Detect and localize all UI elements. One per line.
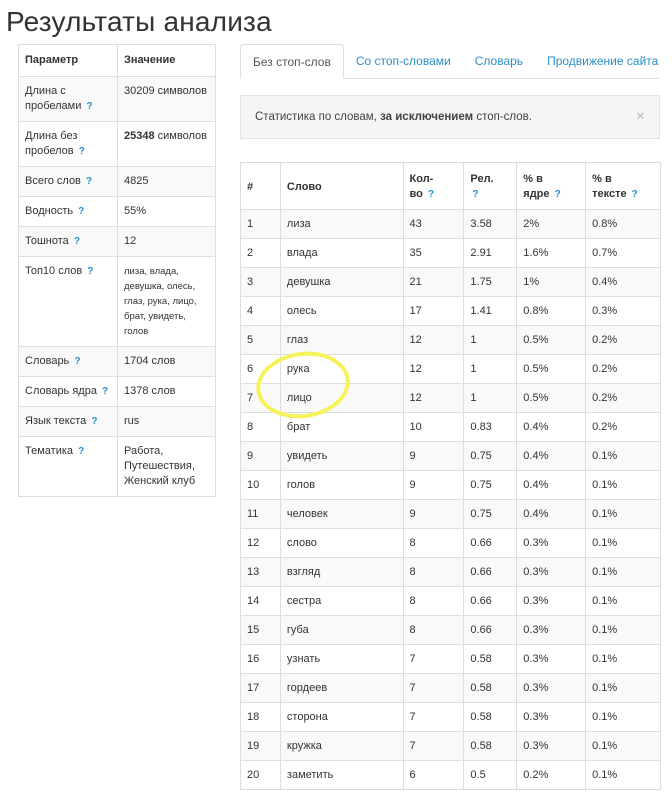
table-row: [241, 616, 661, 645]
row-text: 0.1%: [586, 471, 661, 500]
table-row: [241, 674, 661, 703]
row-word: взгляд: [280, 558, 403, 587]
header-count: Кол- во ?: [403, 163, 464, 210]
params-row: [19, 437, 216, 497]
table-row: [241, 645, 661, 674]
help-icon[interactable]: ?: [87, 266, 94, 277]
row-core: 0.4%: [517, 413, 586, 442]
table-row: [241, 355, 661, 384]
row-rel: 0.66: [464, 529, 517, 558]
row-text: 0.2%: [586, 413, 661, 442]
row-rel: 0.58: [464, 674, 517, 703]
params-row: [19, 197, 216, 227]
param-label: [19, 197, 118, 227]
param-label: [19, 227, 118, 257]
row-num: 19: [241, 732, 281, 761]
row-word: губа: [280, 616, 403, 645]
row-count: 7: [403, 645, 464, 674]
tabs-bar: [240, 44, 660, 79]
param-value-text: 30209 символов: [124, 85, 207, 97]
row-text: 0.1%: [586, 703, 661, 732]
row-num: 3: [241, 268, 281, 297]
row-text: 0.1%: [586, 587, 661, 616]
row-count: 12: [403, 384, 464, 413]
header-num: #: [241, 163, 281, 210]
param-value: [118, 347, 216, 377]
row-count: 6: [403, 761, 464, 790]
help-icon[interactable]: ?: [85, 176, 93, 187]
row-text: 0.7%: [586, 239, 661, 268]
tab-site-promotion[interactable]: Продвижение сайта: [547, 54, 659, 68]
row-word: сестра: [280, 587, 403, 616]
row-core: 0.5%: [517, 384, 586, 413]
params-header-value: Значение: [118, 45, 216, 77]
params-row: [19, 257, 216, 347]
table-row: [241, 326, 661, 355]
row-num: 1: [241, 210, 281, 239]
row-count: 9: [403, 500, 464, 529]
params-row: [19, 122, 216, 167]
param-value-text: 12: [124, 235, 137, 247]
param-label-text: Словарь ядра: [25, 385, 97, 397]
table-row: [241, 703, 661, 732]
help-icon[interactable]: ?: [73, 236, 80, 247]
help-icon[interactable]: ?: [78, 206, 85, 217]
param-label: [19, 377, 118, 407]
row-text: 0.8%: [586, 210, 661, 239]
row-rel: 0.5: [464, 761, 517, 790]
table-row: [241, 413, 661, 442]
row-text: 0.2%: [586, 326, 661, 355]
param-label-text: Топ10 слов: [25, 265, 83, 277]
alert-suffix: стоп-слов.: [473, 111, 532, 123]
param-value-bold: 25348: [124, 130, 155, 142]
row-rel: 0.66: [464, 558, 517, 587]
row-rel: 0.66: [464, 616, 517, 645]
page-title: Результаты анализа: [6, 6, 272, 37]
row-rel: 0.66: [464, 587, 517, 616]
param-value: [118, 377, 216, 407]
param-label: [19, 167, 118, 197]
param-label-text: Тематика: [25, 445, 74, 457]
row-text: 0.1%: [586, 500, 661, 529]
help-icon[interactable]: ?: [91, 416, 98, 427]
row-core: 0.3%: [517, 674, 586, 703]
row-rel: 0.58: [464, 645, 517, 674]
param-label: [19, 347, 118, 377]
row-rel: 0.75: [464, 471, 517, 500]
table-row: [241, 268, 661, 297]
row-count: 12: [403, 355, 464, 384]
param-value: [118, 407, 216, 437]
table-row: [241, 587, 661, 616]
alert-prefix: Статистика по словам,: [255, 111, 381, 123]
param-label-text: Всего слов: [25, 175, 81, 187]
help-icon[interactable]: ?: [78, 146, 85, 157]
row-word: кружка: [280, 732, 403, 761]
row-count: 8: [403, 529, 464, 558]
row-core: 0.3%: [517, 703, 586, 732]
row-num: 14: [241, 587, 281, 616]
param-value-text: символов: [154, 130, 207, 142]
row-word: брат: [280, 413, 403, 442]
param-label-text: Длина без пробелов: [25, 130, 78, 157]
row-num: 4: [241, 297, 281, 326]
row-num: 17: [241, 674, 281, 703]
row-core: 1.6%: [517, 239, 586, 268]
row-num: 13: [241, 558, 281, 587]
row-rel: 3.58: [464, 210, 517, 239]
row-core: 0.5%: [517, 355, 586, 384]
param-value-text: Работа, Путешествия, Женский клуб: [124, 445, 196, 487]
header-word: Слово: [280, 163, 403, 210]
row-count: 35: [403, 239, 464, 268]
param-label: [19, 257, 118, 347]
row-word: голов: [280, 471, 403, 500]
row-text: 0.1%: [586, 442, 661, 471]
param-value-text: лиза, влада, девушка, олесь, глаз, рука, лицо, брат, увидеть, голов: [124, 266, 197, 337]
row-rel: 1.75: [464, 268, 517, 297]
params-row: [19, 347, 216, 377]
row-text: 0.1%: [586, 761, 661, 790]
row-rel: 0.75: [464, 442, 517, 471]
row-word: рука: [280, 355, 403, 384]
row-count: 21: [403, 268, 464, 297]
row-count: 7: [403, 732, 464, 761]
params-table: [18, 44, 216, 497]
table-row: [241, 442, 661, 471]
param-label-text: Тошнота: [25, 235, 69, 247]
help-icon[interactable]: ?: [472, 189, 479, 200]
table-row: [241, 558, 661, 587]
row-num: 20: [241, 761, 281, 790]
param-value-text: 4825: [124, 175, 149, 187]
close-icon[interactable]: ×: [635, 108, 645, 125]
table-row: [241, 210, 661, 239]
param-label-text: Язык текста: [25, 415, 87, 427]
params-row: [19, 227, 216, 257]
info-alert: [240, 95, 660, 139]
row-word: сторона: [280, 703, 403, 732]
tab-without-stopwords[interactable]: Без стоп-слов: [240, 44, 344, 79]
row-count: 7: [403, 703, 464, 732]
row-rel: 1: [464, 326, 517, 355]
row-text: 0.1%: [586, 732, 661, 761]
row-word: увидеть: [280, 442, 403, 471]
row-word: олесь: [280, 297, 403, 326]
tab-dictionary[interactable]: Словарь: [474, 54, 524, 68]
tab-with-stopwords[interactable]: Со стоп-словами: [355, 54, 451, 68]
header-core: % в ядре ?: [517, 163, 586, 210]
row-word: узнать: [280, 645, 403, 674]
row-word: человек: [280, 500, 403, 529]
row-text: 0.1%: [586, 674, 661, 703]
row-core: 0.3%: [517, 529, 586, 558]
header-rel: Рел. ?: [464, 163, 517, 210]
row-count: 43: [403, 210, 464, 239]
params-row: [19, 77, 216, 122]
row-count: 8: [403, 558, 464, 587]
table-row: [241, 297, 661, 326]
row-word: слово: [280, 529, 403, 558]
row-rel: 1: [464, 355, 517, 384]
row-word: глаз: [280, 326, 403, 355]
help-icon[interactable]: ?: [102, 386, 109, 397]
table-row: [241, 529, 661, 558]
row-num: 9: [241, 442, 281, 471]
param-value: [118, 122, 216, 167]
row-text: 0.1%: [586, 529, 661, 558]
table-row: [241, 761, 661, 790]
row-num: 6: [241, 355, 281, 384]
row-rel: 0.75: [464, 500, 517, 529]
row-word: лиза: [280, 210, 403, 239]
row-rel: 2.91: [464, 239, 517, 268]
table-row: [241, 471, 661, 500]
params-row: [19, 167, 216, 197]
row-text: 0.2%: [586, 355, 661, 384]
row-core: 0.2%: [517, 761, 586, 790]
param-value: [118, 167, 216, 197]
param-label: [19, 437, 118, 497]
help-icon[interactable]: ?: [86, 101, 93, 112]
row-word: девушка: [280, 268, 403, 297]
param-value-text: 1704 слов: [124, 355, 176, 367]
param-label: [19, 407, 118, 437]
row-num: 5: [241, 326, 281, 355]
words-table: [240, 162, 661, 790]
table-row: [241, 384, 661, 413]
table-row: [241, 239, 661, 268]
row-num: 7: [241, 384, 281, 413]
param-value: [118, 197, 216, 227]
row-text: 0.1%: [586, 558, 661, 587]
row-core: 0.4%: [517, 442, 586, 471]
row-rel: 0.58: [464, 703, 517, 732]
param-label-text: Водность: [25, 205, 74, 217]
row-core: 0.8%: [517, 297, 586, 326]
param-label: [19, 122, 118, 167]
row-word: лицо: [280, 384, 403, 413]
param-value-text: 55%: [124, 205, 147, 217]
param-label: [19, 77, 118, 122]
row-rel: 1: [464, 384, 517, 413]
row-num: 11: [241, 500, 281, 529]
help-icon[interactable]: ?: [427, 189, 435, 200]
row-core: 0.3%: [517, 732, 586, 761]
help-icon[interactable]: ?: [631, 189, 638, 200]
row-num: 18: [241, 703, 281, 732]
row-count: 10: [403, 413, 464, 442]
params-row: [19, 407, 216, 437]
row-count: 9: [403, 442, 464, 471]
row-num: 2: [241, 239, 281, 268]
row-count: 8: [403, 587, 464, 616]
row-core: 0.4%: [517, 500, 586, 529]
row-core: 0.3%: [517, 645, 586, 674]
row-num: 10: [241, 471, 281, 500]
param-value: [118, 257, 216, 347]
row-core: 0.3%: [517, 587, 586, 616]
row-core: 2%: [517, 210, 586, 239]
row-text: 0.3%: [586, 297, 661, 326]
row-num: 12: [241, 529, 281, 558]
row-count: 7: [403, 674, 464, 703]
table-row: [241, 732, 661, 761]
row-core: 0.5%: [517, 326, 586, 355]
row-text: 0.1%: [586, 645, 661, 674]
row-count: 8: [403, 616, 464, 645]
row-text: 0.2%: [586, 384, 661, 413]
row-core: 0.3%: [517, 616, 586, 645]
row-count: 17: [403, 297, 464, 326]
header-text: % в тексте ?: [586, 163, 661, 210]
row-num: 15: [241, 616, 281, 645]
table-row: [241, 500, 661, 529]
row-text: 0.4%: [586, 268, 661, 297]
row-count: 12: [403, 326, 464, 355]
param-value: [118, 437, 216, 497]
row-core: 0.4%: [517, 471, 586, 500]
row-num: 8: [241, 413, 281, 442]
params-row: [19, 377, 216, 407]
param-label-text: Словарь: [25, 355, 70, 367]
help-icon[interactable]: ?: [78, 446, 85, 457]
row-word: гордеев: [280, 674, 403, 703]
param-value: [118, 227, 216, 257]
row-text: 0.1%: [586, 616, 661, 645]
help-icon[interactable]: ?: [554, 189, 561, 200]
help-icon[interactable]: ?: [74, 356, 81, 367]
row-rel: 0.83: [464, 413, 517, 442]
alert-bold: за исключением: [380, 111, 474, 123]
param-value-text: 1378 слов: [124, 385, 176, 397]
param-value-text: rus: [124, 415, 140, 427]
row-word: влада: [280, 239, 403, 268]
row-core: 0.3%: [517, 558, 586, 587]
row-rel: 1.41: [464, 297, 517, 326]
param-value: [118, 77, 216, 122]
row-word: заметить: [280, 761, 403, 790]
row-core: 1%: [517, 268, 586, 297]
params-header-param: Параметр: [19, 45, 118, 77]
row-count: 9: [403, 471, 464, 500]
row-rel: 0.58: [464, 732, 517, 761]
param-label-text: Длина с пробелами: [25, 85, 82, 112]
row-num: 16: [241, 645, 281, 674]
